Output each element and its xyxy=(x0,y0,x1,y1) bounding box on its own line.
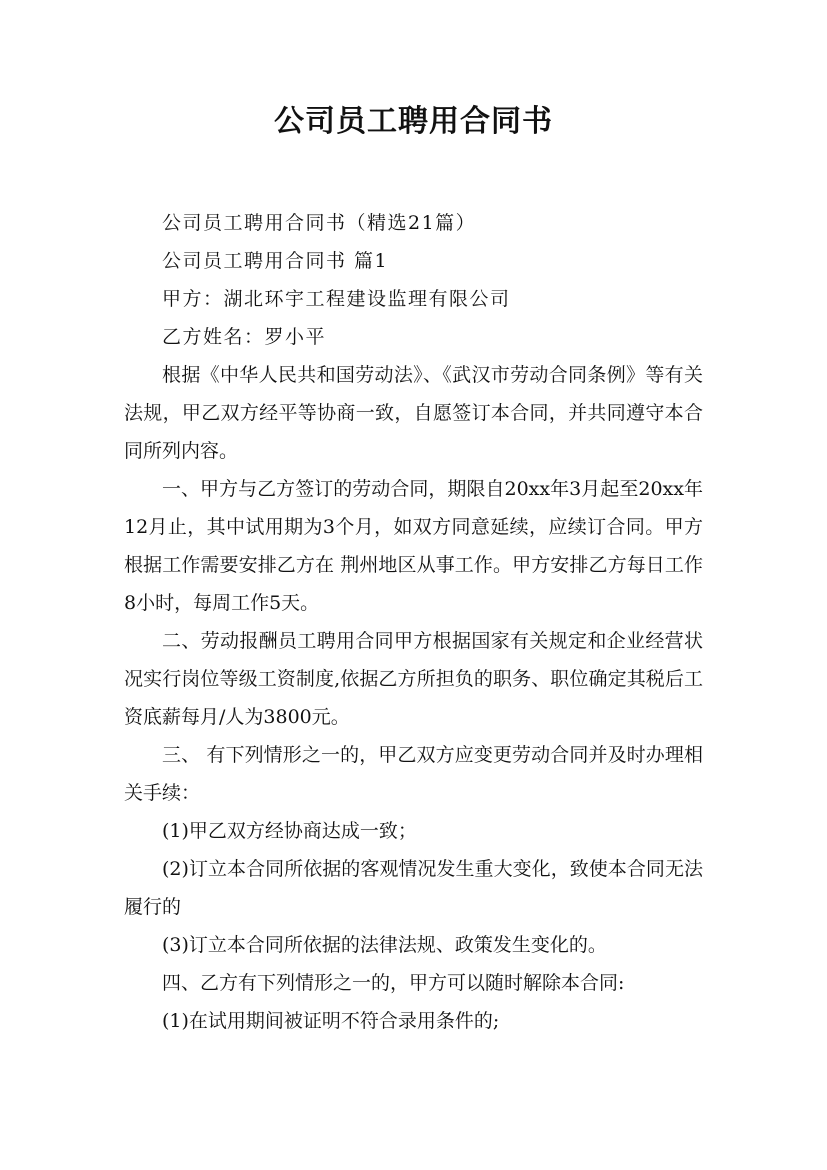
paragraph-clause-4: 四、乙方有下列情形之一的，甲方可以随时解除本合同: xyxy=(162,972,625,994)
paragraph-section-heading: 公司员工聘用合同书 篇1 xyxy=(162,250,389,272)
paragraph-clause-3: 三、 有下列情形之一的，甲乙双方应变更劳动合同并及时办理相关手续： xyxy=(124,744,703,804)
paragraph-clause-1: 一、甲方与乙方签订的劳动合同，期限自20xx年3月起至20xx年12月止，其中试用期为3个月，如双方同意延续，应续订合同。甲方根据工作需要安排乙方在 荆州地区从事工作。甲方安排乙方每日工作8小时，每周工作5天。 xyxy=(124,478,703,614)
document-title: 公司员工聘用合同书 xyxy=(274,104,553,139)
document-body xyxy=(124,204,703,1040)
paragraph-party-a: 甲方：湖北环宇工程建设监理有限公司 xyxy=(162,288,511,310)
paragraph-item-4-1: (1)在试用期间被证明不符合录用条件的; xyxy=(162,1010,500,1032)
paragraph-item-3-2: (2)订立本合同所依据的客观情况发生重大变化，致使本合同无法履行的 xyxy=(124,858,703,918)
paragraph-subtitle: 公司员工聘用合同书（精选21篇） xyxy=(162,212,477,234)
paragraph-preamble: 根据《中华人民共和国劳动法》、《武汉市劳动合同条例》等有关法规，甲乙双方经平等协商一致，自愿签订本合同，并共同遵守本合同所列内容。 xyxy=(124,364,703,462)
paragraph-clause-2: 二、劳动报酬员工聘用合同甲方根据国家有关规定和企业经营状况实行岗位等级工资制度,依据乙方所担负的职务、职位确定其税后工资底薪每月/人为3800元。 xyxy=(124,630,703,728)
paragraph-party-b: 乙方姓名：罗小平 xyxy=(162,326,327,348)
paragraph-item-3-1: (1)甲乙双方经协商达成一致； xyxy=(162,820,417,842)
paragraph-item-3-3: (3)订立本合同所依据的法律法规、政策发生变化的。 xyxy=(162,934,607,956)
